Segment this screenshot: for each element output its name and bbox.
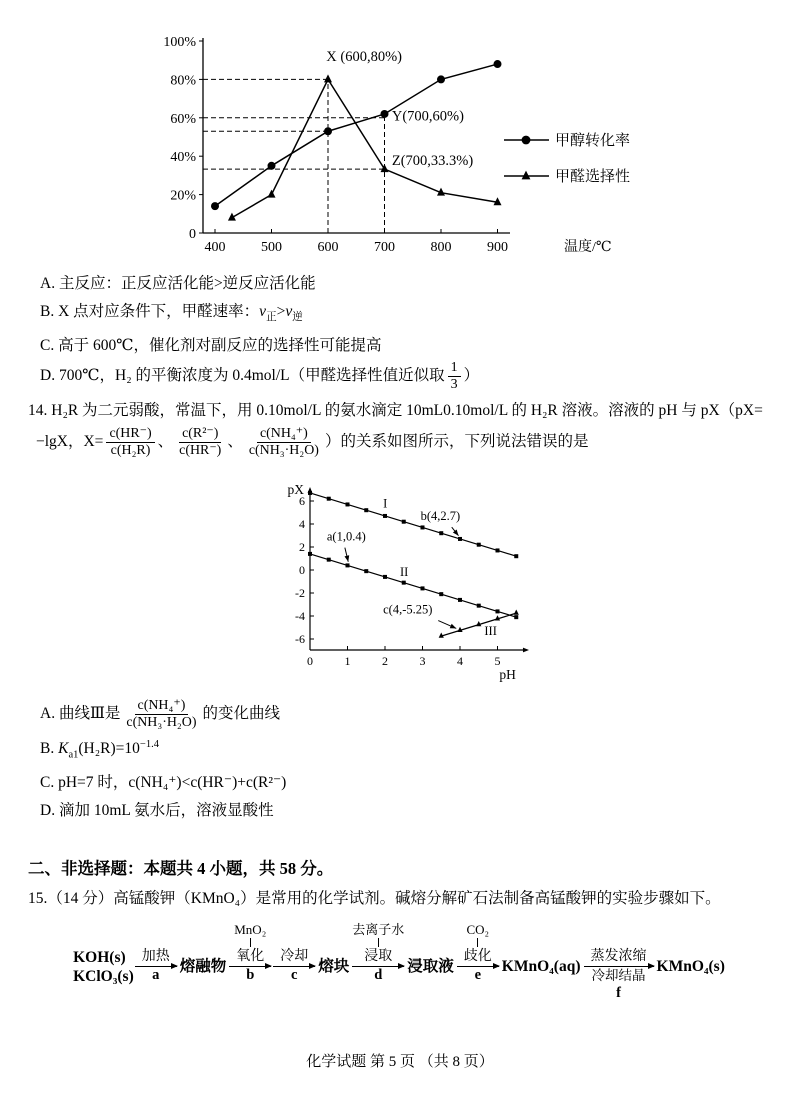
svg-text:2: 2 — [299, 540, 305, 554]
svg-text:0: 0 — [307, 654, 313, 668]
flow-step-e — [457, 922, 499, 1003]
flow-node-liquor: 浸取液 — [407, 958, 454, 975]
svg-text:0: 0 — [299, 563, 305, 577]
flow-step-e-letter: e — [474, 967, 482, 983]
svg-text:-2: -2 — [295, 586, 305, 600]
svg-text:a(1,0.4): a(1,0.4) — [326, 529, 366, 544]
q13-option-b: B. X 点对应条件下，甲醛速率：$v_正>v_逆$ — [40, 303, 303, 324]
flow-step-e-label: 歧化 — [463, 949, 492, 964]
chart1-svg — [158, 24, 658, 272]
flow-node-kmno4-aq: KMnO₄(aq) — [501, 958, 581, 975]
flow-step-c-letter: c — [291, 967, 298, 983]
q13-option-d: D. 700℃，H₂ 的平衡浓度为 0.4mol/L（甲醛选择性值近似取 $\frac{1}{3}$ ） — [40, 360, 480, 393]
svg-text:0: 0 — [189, 227, 196, 242]
svg-text:6: 6 — [299, 494, 305, 508]
svg-text:pH: pH — [499, 667, 516, 682]
flow-step-d-reagent: 去离子水 — [352, 922, 405, 937]
svg-text:100%: 100% — [163, 35, 196, 50]
flow-start-reactants — [73, 922, 134, 986]
q14-option-d: D. 滴加 10mL 氨水后，溶液显酸性 — [40, 802, 274, 820]
q15-text: 15.（14 分）高锰酸钾（KMnO₄）是常用的化学试剂。碱熔分解矿石法制备高锰酸钾的实验步骤如下。 — [28, 890, 721, 907]
svg-text:400: 400 — [204, 240, 226, 255]
q13-options — [40, 270, 479, 393]
flow-step-a-letter: a — [152, 967, 160, 983]
svg-text:2: 2 — [382, 654, 388, 668]
q14-option-a: A. 曲线Ⅲ是 $\frac{\text{c(NH₄⁺)}}{\text{c(NH₃·H₂O)}}$ 的变化曲线 — [40, 698, 281, 731]
q13-option-a: A. 主反应：正反应活化能>逆反应活化能 — [40, 275, 316, 292]
svg-text:-4: -4 — [295, 609, 305, 623]
flow-arrow-e — [457, 966, 499, 967]
svg-text:b(4,2.7): b(4,2.7) — [420, 508, 461, 523]
svg-text:4: 4 — [299, 517, 305, 531]
svg-text:5: 5 — [494, 654, 501, 668]
flow-arrow-d — [352, 966, 404, 967]
svg-text:40%: 40% — [170, 150, 196, 166]
flow-step-c — [273, 922, 315, 1003]
flow-step-a-label: 加热 — [141, 949, 170, 964]
flow-step-e-tick — [477, 938, 478, 947]
page-footer: 化学试题 第 5 页 （共 8 页） — [306, 1054, 494, 1070]
q14-text-line2: −lgX，X= $\frac{c(HR^-)}{\text{c(H₂R)}}$ 、 $\frac{\text{c(R²⁻)}}{c(HR^-)}$ 、 $\frac{\text{c(NH₄⁺)}}{\text{c(NH₃·H₂O)}}$ ）的关系如图所示，下列说法错误的是 — [36, 426, 589, 459]
flow-step-d-letter: d — [374, 967, 383, 983]
svg-text:1: 1 — [344, 654, 351, 668]
chart-methanol-conversion-selectivity — [158, 24, 658, 272]
flow-step-e-reagent: CO₂ — [466, 922, 490, 937]
flow-step-f-label: 蒸发浓缩 — [590, 949, 647, 964]
svg-text:II: II — [400, 564, 409, 579]
flow-step-d-label: 浸取 — [364, 949, 393, 964]
svg-text:4: 4 — [457, 654, 463, 668]
svg-text:pX: pX — [287, 482, 304, 497]
flow-start-koh: KOH(s) — [73, 949, 126, 966]
flow-step-c-label: 冷却 — [280, 949, 309, 964]
flow-start-kclo3: KClO₃(s) — [73, 968, 134, 985]
svg-text:Y(700,60%): Y(700,60%) — [391, 108, 464, 125]
svg-text:80%: 80% — [170, 73, 196, 89]
q14-option-b: B. $K_{a1}(H_2R)=10^{-1.4}$ — [40, 739, 160, 761]
svg-text:甲醇转化率: 甲醇转化率 — [555, 133, 631, 149]
q14-text-line1: 14. H₂R 为二元弱酸，常温下，用 0.10mol/L 的氨水滴定 10mL0.10mol/L 的 H₂R 溶液。溶液的 pH 与 pX（pX= — [28, 402, 763, 419]
q13-option-c: C. 高于 600℃，催化剂对副反应的选择性可能提高 — [40, 337, 382, 355]
flow-step-f — [584, 922, 654, 1003]
svg-text:III: III — [484, 623, 497, 638]
flow-step-d — [352, 922, 404, 1003]
svg-text:700: 700 — [374, 240, 395, 255]
section-2-header: 二、非选择题：本题共 4 小题，共 58 分。 — [28, 859, 334, 878]
flow-step-b-letter: b — [246, 967, 255, 983]
flow-step-b — [229, 922, 271, 1003]
q14-options — [40, 698, 286, 825]
q14-option-c: C. pH=7 时，c(NH₄⁺)<c(HR⁻)+c(R²⁻) — [40, 774, 287, 792]
svg-text:20%: 20% — [170, 188, 196, 204]
flow-arrow-c — [273, 966, 315, 967]
svg-text:60%: 60% — [170, 111, 196, 127]
svg-text:600: 600 — [317, 240, 339, 255]
svg-text:900: 900 — [487, 240, 508, 255]
flow-node-block: 熔块 — [318, 958, 350, 975]
flow-step-b-tick — [250, 938, 251, 947]
chart2-svg — [278, 480, 548, 692]
flow-arrow-b — [229, 966, 271, 967]
svg-text:-6: -6 — [295, 632, 305, 646]
flow-node-kmno4-s: KMnO₄(s) — [656, 958, 725, 975]
chart-px-vs-ph — [278, 480, 548, 692]
q15-flow-diagram — [0, 922, 800, 1003]
svg-text:X (600,80%): X (600,80%) — [326, 49, 403, 66]
flow-node-melt: 熔融物 — [179, 958, 227, 975]
svg-text:3: 3 — [419, 654, 426, 668]
svg-text:500: 500 — [261, 240, 282, 255]
flow-arrow-a — [135, 966, 177, 967]
svg-text:I: I — [383, 496, 388, 511]
svg-text:800: 800 — [430, 240, 452, 255]
flow-arrow-f — [584, 966, 654, 967]
svg-text:甲醛选择性: 甲醛选择性 — [555, 169, 631, 185]
flow-step-b-reagent: MnO₂ — [234, 922, 267, 937]
flow-step-a — [135, 922, 177, 1003]
svg-text:温度/℃: 温度/℃ — [564, 240, 612, 255]
flow-step-d-tick — [378, 938, 379, 947]
flow-step-b-label: 氧化 — [236, 949, 265, 964]
flow-step-f-bottom-label: 冷却结晶 — [591, 968, 646, 983]
svg-text:Z(700,33.3%): Z(700,33.3%) — [391, 152, 474, 169]
svg-text:c(4,-5.25): c(4,-5.25) — [383, 602, 433, 617]
flow-step-f-letter: f — [616, 985, 621, 1001]
